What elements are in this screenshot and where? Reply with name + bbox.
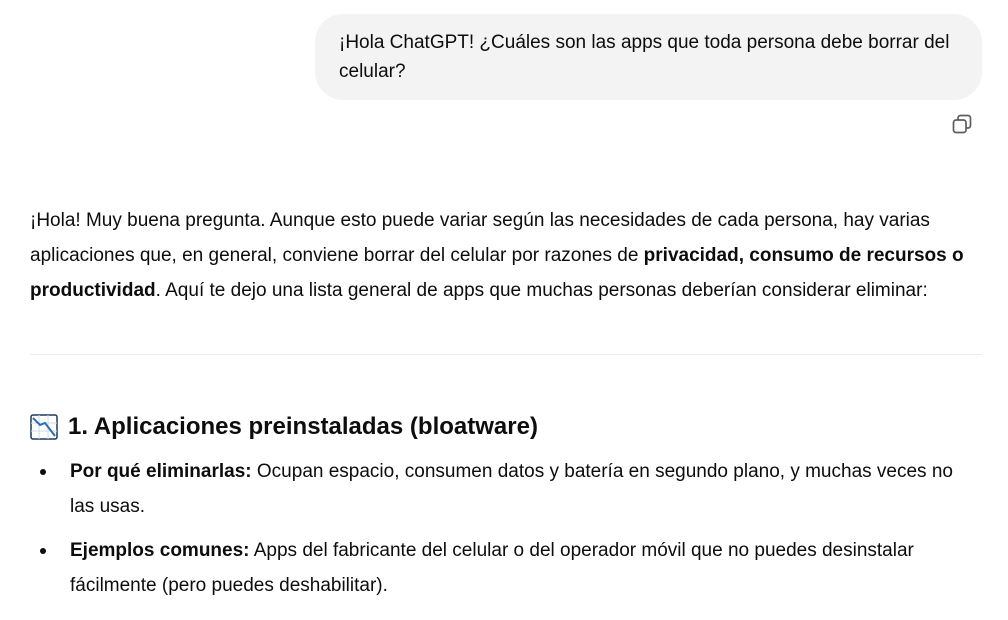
section-title: 1. Aplicaciones preinstaladas (bloatware) (68, 413, 538, 440)
bullet-dot (40, 469, 46, 475)
copy-button[interactable] (950, 112, 974, 136)
chart-decreasing-icon (30, 414, 58, 440)
assistant-intro (30, 203, 982, 308)
bullet-dot (40, 548, 46, 554)
list-item (30, 533, 982, 603)
bullet-label: Ejemplos comunes: (70, 540, 250, 561)
bullet-text: Apps del fabricante del celular o del operador móvil que no puedes desinstalar fácilmente (pero puedes deshabilitar). (70, 540, 914, 596)
bullet-list (30, 454, 982, 603)
section-heading (30, 410, 982, 444)
intro-text-start: ¡Hola! Muy buena pregunta. Aunque esto puede variar según las necesidades de cada persona, hay varias aplicaciones que, en general, conviene borrar del celular por razones de (30, 210, 930, 266)
user-message-bubble: ¡Hola ChatGPT! ¿Cuáles son las apps que toda persona debe borrar del celular? (315, 14, 982, 100)
user-message-row (315, 14, 982, 100)
copy-icon (951, 113, 973, 135)
assistant-message (30, 203, 982, 308)
intro-bold-text: privacidad, consumo de recursos o productividad (30, 245, 964, 301)
divider (30, 354, 982, 355)
list-item (30, 454, 982, 524)
bullet-label: Por qué eliminarlas: (70, 461, 252, 482)
section-bloatware (30, 410, 982, 612)
bullet-text: Ocupan espacio, consumen datos y batería en segundo plano, y muchas veces no las usas. (70, 461, 953, 517)
intro-text-end: . Aquí te dejo una lista general de apps que muchas personas deberían considerar eliminar: (155, 280, 928, 301)
